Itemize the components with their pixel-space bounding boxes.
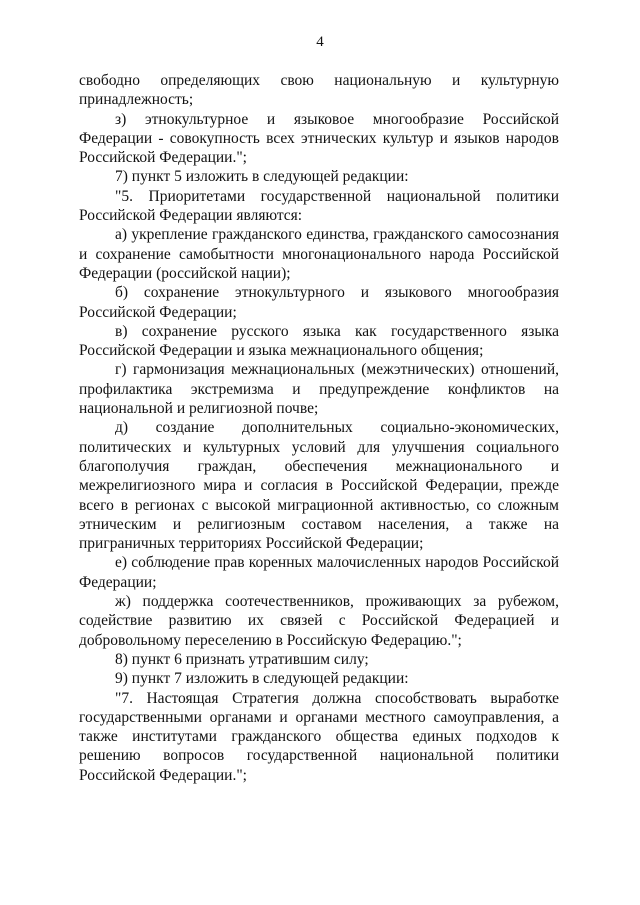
- paragraph-item-d: д) создание дополнительных социально-экономических, политических и культурных условий для улучшения социального благополучия граждан, обеспечения межнационального и межрелигиозного мира и согласия в Российской Федерации, прежде всего в регионах с высокой миграционной активностью, со сложным этническим и религиозным составом населения, а также на приграничных территориях Российской Федерации;: [79, 419, 559, 553]
- paragraph-item-zh: ж) поддержка соотечественников, проживающих за рубежом, содействие развитию их связей с Российской Федерацией и добровольному переселению в Российскую Федерацию.";: [79, 593, 559, 649]
- paragraph-item-z: з) этнокультурное и языковое многообразие Российской Федерации - совокупность всех этнических культур и языков народов Российской Федерации.";: [79, 110, 559, 167]
- paragraph-point-7: 7) пункт 5 изложить в следующей редакции:: [115, 168, 409, 186]
- paragraph-clause-5: "5. Приоритетами государственной национальной политики Российской Федерации являются:: [79, 187, 559, 225]
- paragraph-point-8: 8) пункт 6 признать утратившим силу;: [115, 650, 369, 668]
- paragraph-item-g: г) гармонизация межнациональных (межэтнических) отношений, профилактика экстремизма и предупреждение конфликтов на национальной и религиозной почве;: [79, 361, 559, 418]
- paragraph-item-e: е) соблюдение прав коренных малочисленных народов Российской Федерации;: [79, 554, 559, 591]
- paragraph-intro: свободно определяющих свою национальную и культурную принадлежность;: [79, 72, 559, 109]
- document-body: [79, 71, 559, 785]
- paragraph-item-a: а) укрепление гражданского единства, гражданского самосознания и сохранение самобытности многонационального народа Российской Федерации (российской нации);: [79, 226, 559, 282]
- page-number: 4: [316, 34, 324, 50]
- paragraph-point-9: 9) пункт 7 изложить в следующей редакции:: [115, 670, 409, 688]
- paragraph-clause-7: "7. Настоящая Стратегия должна способствовать выработке государственными органами и органами местного самоуправления, а также институтами гражданского общества единых подходов к решению вопросов государственной национальной политики Российской Федерации.";: [79, 689, 559, 784]
- paragraph-item-v: в) сохранение русского языка как государственного языка Российской Федерации и языка межнационального общения;: [79, 322, 559, 360]
- paragraph-item-b: б) сохранение этнокультурного и языкового многообразия Российской Федерации;: [79, 284, 559, 321]
